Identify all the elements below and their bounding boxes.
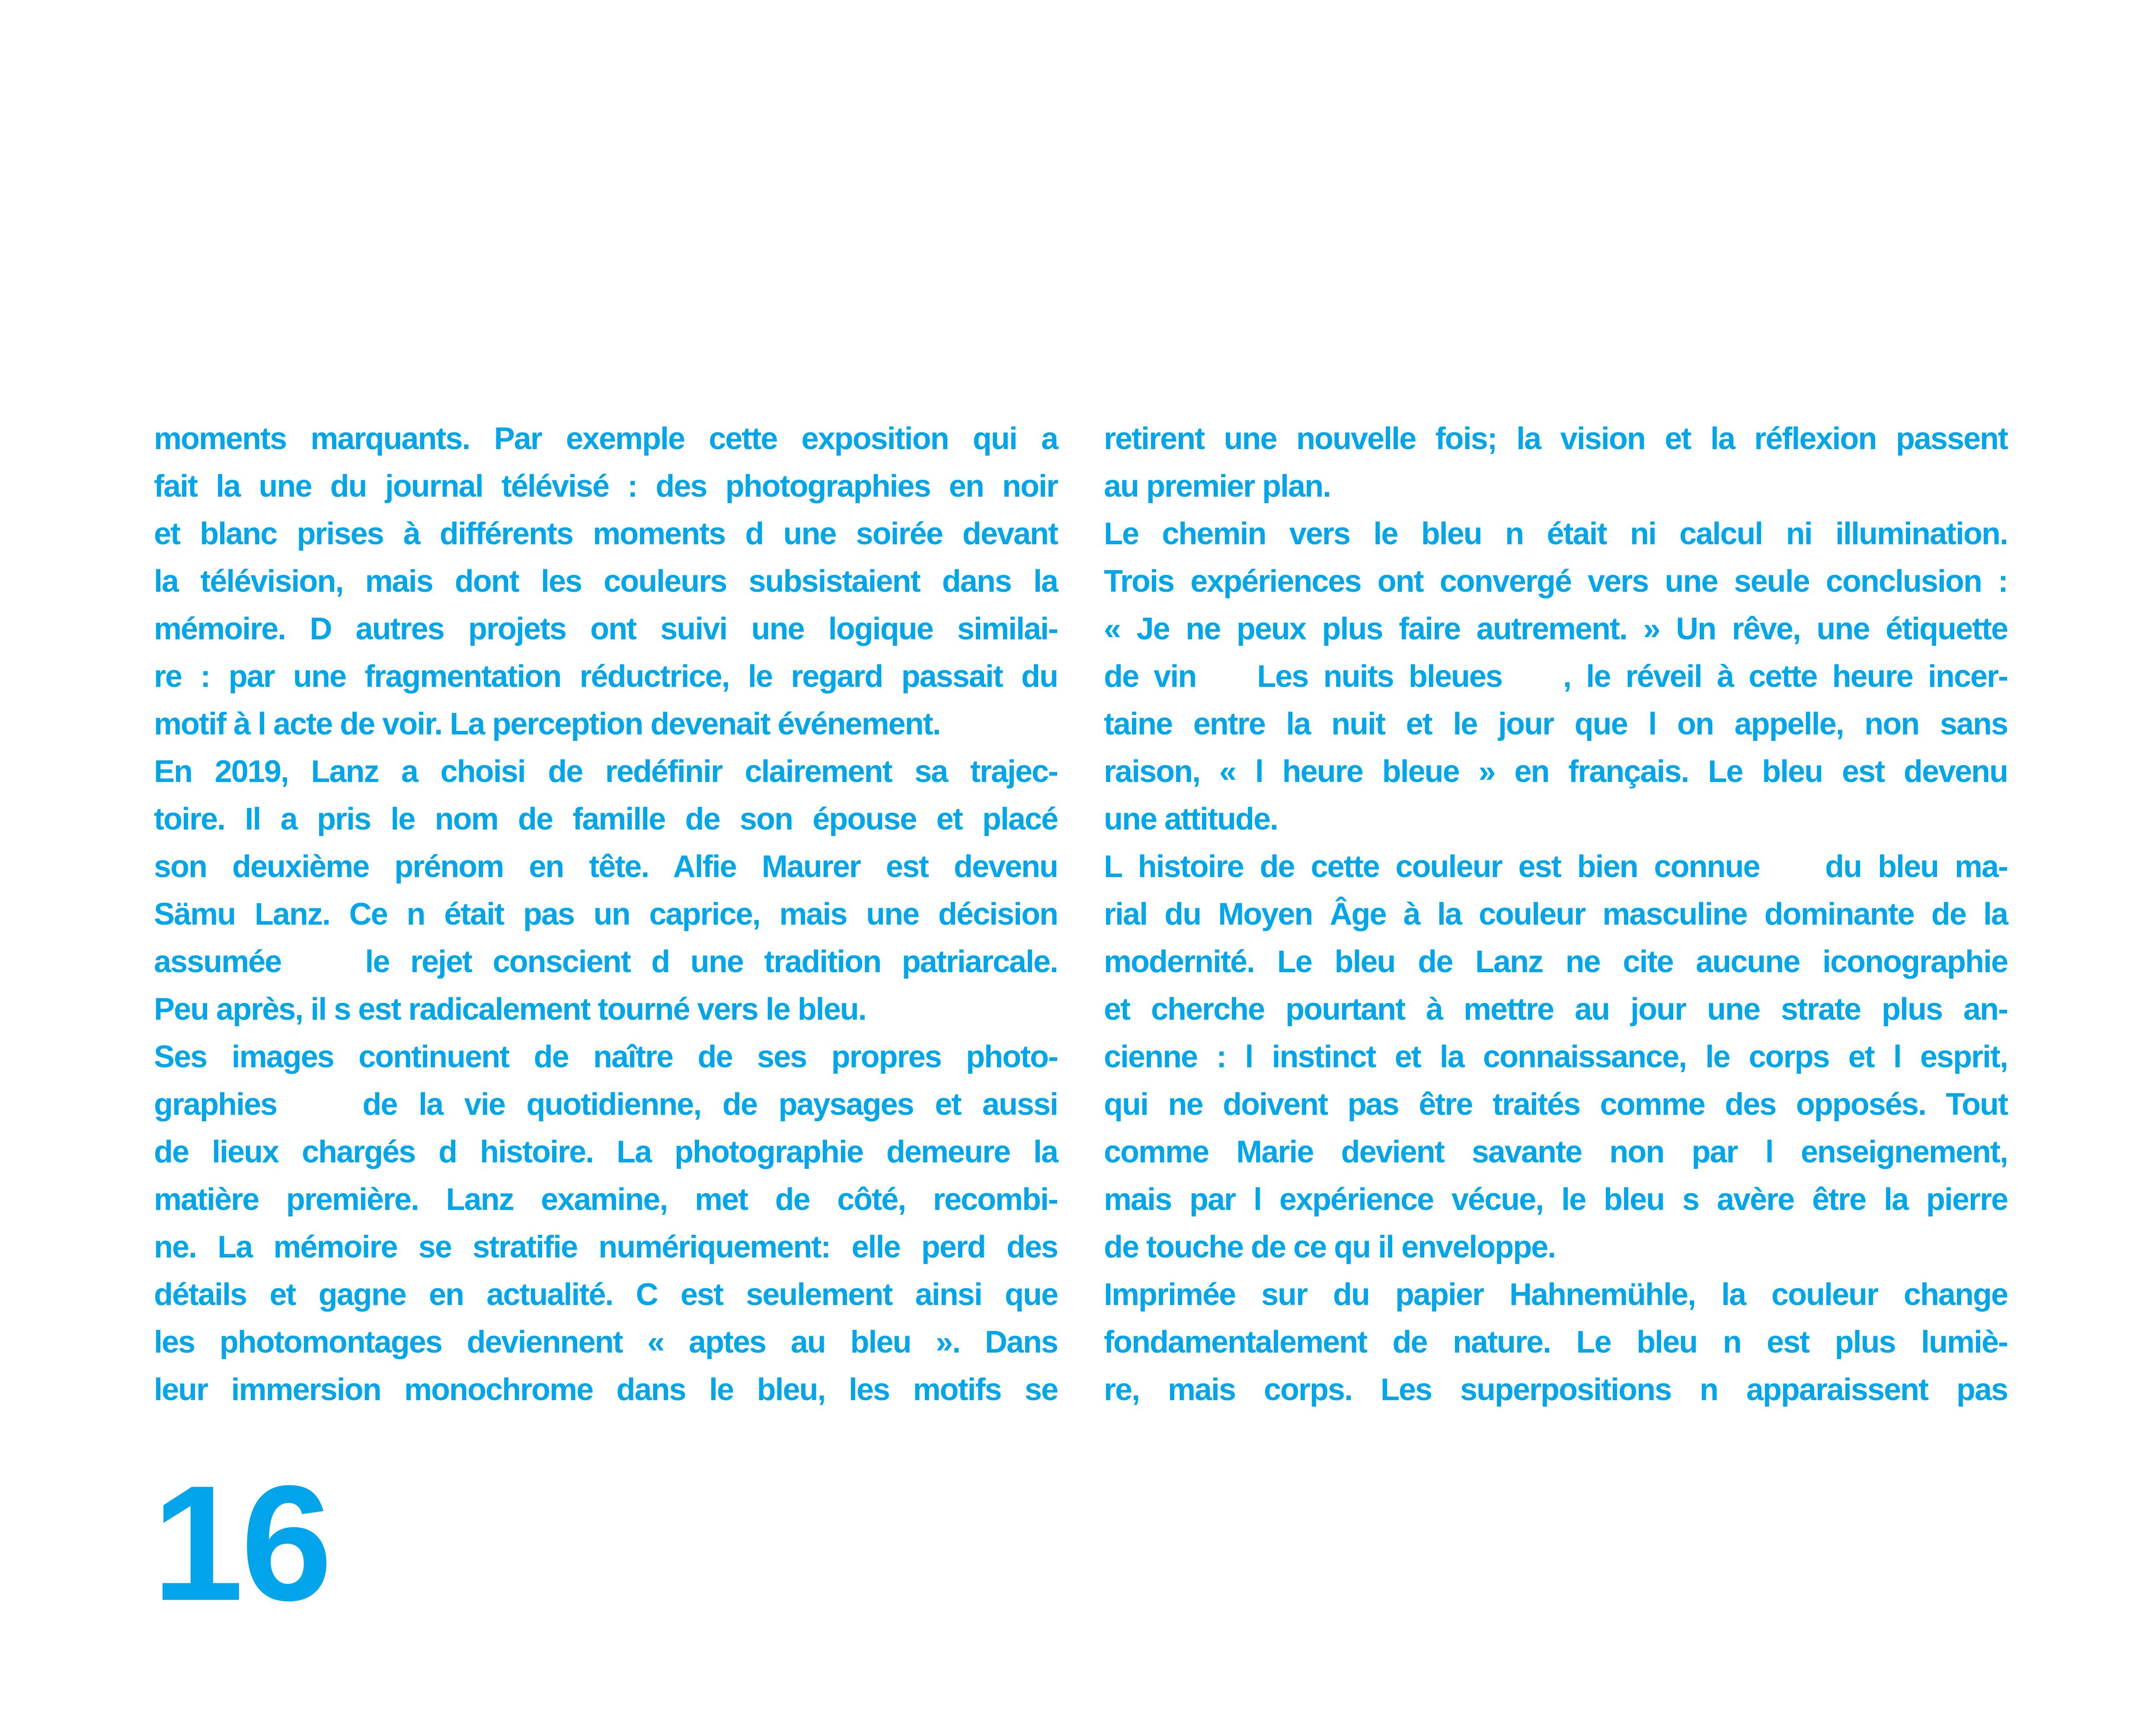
text-line: son deuxième prénom en tête. Alfie Maurer est devenu xyxy=(154,849,1058,884)
text-line: et cherche pourtant à mettre au jour une strate plus an- xyxy=(1104,992,2008,1027)
text-line: moments marquants. Par exemple cette exposition qui a xyxy=(154,421,1058,456)
text-line: rial du Moyen Âge à la couleur masculine dominante de la xyxy=(1104,897,2008,932)
text-line: de lieux chargés d histoire. La photographie demeure la xyxy=(154,1135,1058,1169)
text-line: leur immersion monochrome dans le bleu, les motifs se xyxy=(154,1372,1058,1407)
text-line: détails et gagne en actualité. C est seulement ainsi que xyxy=(154,1277,1058,1312)
text-line: et blanc prises à différents moments d une soirée devant xyxy=(154,517,1058,551)
text-line-paragraph-end: motif à l acte de voir. La perception devenait événement. xyxy=(154,707,940,741)
text-column-left xyxy=(154,415,1058,1414)
text-line: modernité. Le bleu de Lanz ne cite aucune iconographie xyxy=(1104,945,2008,979)
text-line: fondamentalement de nature. Le bleu n est plus lumiè- xyxy=(1104,1325,2008,1359)
text-line: matière première. Lanz examine, met de côté, recombi- xyxy=(154,1182,1058,1217)
text-line: Sämu Lanz. Ce n était pas un caprice, mais une décision xyxy=(154,897,1058,932)
text-line: les photomontages deviennent « aptes au bleu ». Dans xyxy=(154,1325,1058,1359)
text-column-right xyxy=(1104,415,2008,1414)
text-line: comme Marie devient savante non par l enseignement, xyxy=(1104,1135,2008,1169)
text-line: L histoire de cette couleur est bien connue du bleu ma- xyxy=(1104,849,2008,884)
text-line: re, mais corps. Les superpositions n apparaissent pas xyxy=(1104,1372,2008,1407)
text-line: graphies de la vie quotidienne, de paysages et aussi xyxy=(154,1087,1058,1122)
text-line: ne. La mémoire se stratifie numériquement: elle perd des xyxy=(154,1230,1058,1264)
text-line-paragraph-end: de touche de ce qu il enveloppe. xyxy=(1104,1230,1556,1264)
text-line-paragraph-end: au premier plan. xyxy=(1104,469,1331,504)
page-number: 16 xyxy=(152,1451,330,1635)
text-line: cienne : l instinct et la connaissance, le corps et l esprit, xyxy=(1104,1040,2008,1074)
text-line: fait la une du journal télévisé : des photographies en noir xyxy=(154,469,1058,504)
text-line: Le chemin vers le bleu n était ni calcul ni illumination. xyxy=(1104,517,2008,551)
text-line: assumée le rejet conscient d une tradition patriarcale. xyxy=(154,945,1058,979)
text-line-paragraph-end: Peu après, il s est radicalement tourné vers le bleu. xyxy=(154,992,866,1027)
text-line-paragraph-end: une attitude. xyxy=(1104,802,1278,836)
text-line: re : par une fragmentation réductrice, le regard passait du xyxy=(154,659,1058,694)
text-line: retirent une nouvelle fois; la vision et la réflexion passent xyxy=(1104,421,2008,456)
text-line: qui ne doivent pas être traités comme des opposés. Tout xyxy=(1104,1087,2008,1122)
text-line: mais par l expérience vécue, le bleu s avère être la pierre xyxy=(1104,1182,2008,1217)
text-line: de vin Les nuits bleues , le réveil à cette heure incer- xyxy=(1104,659,2008,694)
text-line: la télévision, mais dont les couleurs subsistaient dans la xyxy=(154,564,1058,599)
text-line: En 2019, Lanz a choisi de redéfinir clairement sa trajec- xyxy=(154,754,1058,789)
text-line: Imprimée sur du papier Hahnemühle, la couleur change xyxy=(1104,1277,2008,1312)
text-line: mémoire. D autres projets ont suivi une logique similai- xyxy=(154,612,1058,646)
text-line: taine entre la nuit et le jour que l on appelle, non sans xyxy=(1104,707,2008,741)
text-line: Trois expériences ont convergé vers une seule conclusion : xyxy=(1104,564,2008,599)
text-line: « Je ne peux plus faire autrement. » Un rêve, une étiquette xyxy=(1104,612,2008,646)
text-line: Ses images continuent de naître de ses propres photo- xyxy=(154,1040,1058,1074)
text-line: toire. Il a pris le nom de famille de son épouse et placé xyxy=(154,802,1058,836)
text-line: raison, « l heure bleue » en français. Le bleu est devenu xyxy=(1104,754,2008,789)
